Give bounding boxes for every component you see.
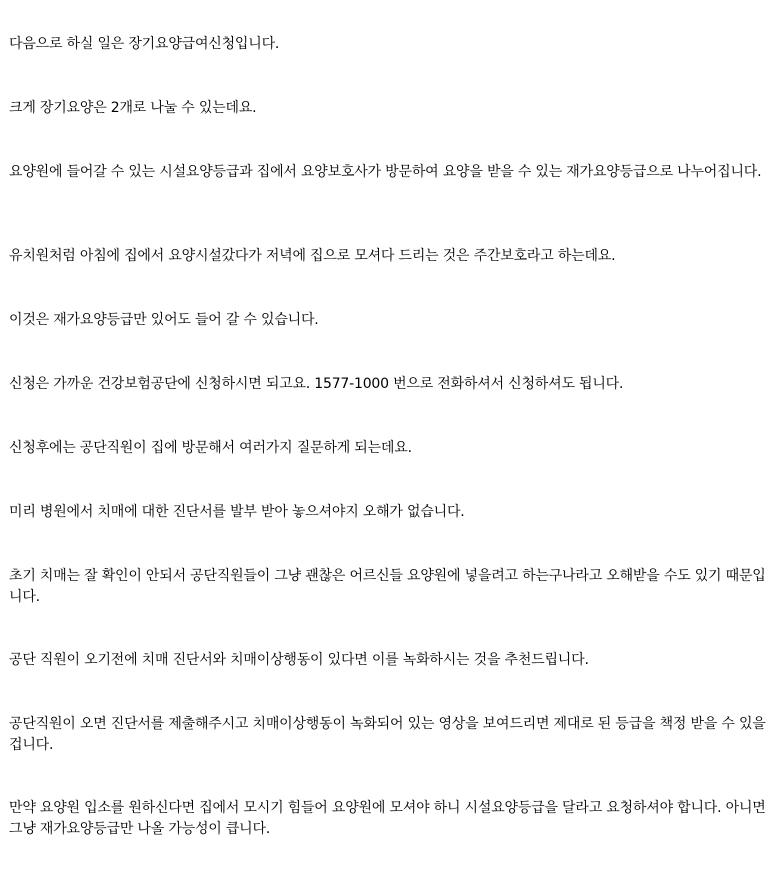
- paragraph-2: 크게 장기요양은 2개로 나눌 수 있는데요.: [9, 100, 257, 116]
- paragraph-4: 유치원처럼 아침에 집에서 요양시설갔다가 저녁에 집으로 모셔다 드리는 것은 주간보호라고 하는데요.: [9, 248, 616, 264]
- paragraph-12: 만약 요양원 입소를 원하신다면 집에서 모시기 힘들어 요양원에 모셔야 하니 시설요양등급을 달라고 요청하셔야 합니다. 아니면 그냥 재가요양등급만 나올 가능성이 큽니다.: [9, 800, 766, 837]
- paragraph-7: 신청후에는 공단직원이 집에 방문해서 여러가지 질문하게 되는데요.: [9, 440, 412, 456]
- paragraph-8: 미리 병원에서 치매에 대한 진단서를 발부 받아 놓으셔야지 오해가 없습니다.: [9, 504, 465, 520]
- paragraph-10: 공단 직원이 오기전에 치매 진단서와 치매이상행동이 있다면 이를 녹화하시는 것을 추천드립니다.: [9, 652, 589, 668]
- paragraph-11: 공단직원이 오면 진단서를 제출해주시고 치매이상행동이 녹화되어 있는 영상을 보여드리면 제대로 된 등급을 책정 받을 수 있을 겁니다.: [9, 716, 766, 753]
- paragraph-3: 요양원에 들어갈 수 있는 시설요양등급과 집에서 요양보호사가 방문하여 요양을 받을 수 있는 재가요양등급으로 나누어집니다.: [9, 164, 762, 180]
- paragraph-1: 다음으로 하실 일은 장기요양급여신청입니다.: [9, 36, 280, 52]
- paragraph-6: 신청은 가까운 건강보험공단에 신청하시면 되고요. 1577-1000 번으로 전화하셔서 신청하셔도 됩니다.: [9, 376, 624, 392]
- paragraph-5: 이것은 재가요양등급만 있어도 들어 갈 수 있습니다.: [9, 312, 319, 328]
- paragraph-9: 초기 치매는 잘 확인이 안되서 공단직원들이 그냥 괜찮은 어르신들 요양원에 넣을려고 하는구나라고 오해받을 수도 있기 때문입니다.: [9, 568, 766, 605]
